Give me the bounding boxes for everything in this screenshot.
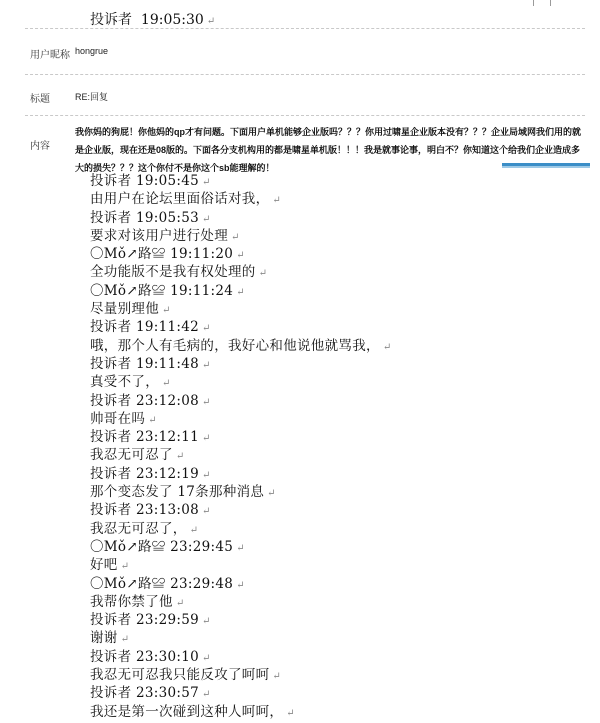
chat-line-text: 谢谢	[90, 630, 118, 647]
chat-line	[90, 282, 570, 300]
paragraph-mark-icon: ↵	[236, 579, 245, 591]
paragraph-mark-icon: ↵	[286, 707, 295, 719]
paragraph-mark-icon: ↵	[175, 597, 185, 609]
chat-line	[90, 648, 570, 666]
chat-line-text: 我忍无可忍我只能反攻了呵呵	[90, 667, 270, 684]
chat-line-text: 哦，那个人有毛病的，我好心和他说他就骂我，	[90, 337, 380, 354]
page-corner-mark-left-v	[533, 0, 534, 6]
message-time: 19:05:30	[140, 12, 204, 28]
content-label: 内容	[30, 141, 50, 152]
user-nickname-row	[25, 28, 585, 75]
chat-line	[90, 245, 570, 263]
sender-name: 投诉者	[90, 12, 132, 28]
chat-line	[90, 538, 570, 556]
paragraph-mark-icon: ↵	[202, 652, 211, 664]
chat-line-text: 由用户在论坛里面俗话对我，	[90, 191, 270, 208]
page-corner-mark-right-v	[550, 0, 551, 6]
paragraph-mark-icon: ↵	[120, 634, 130, 646]
chat-line	[90, 684, 570, 702]
paragraph-mark-icon: ↵	[231, 231, 240, 243]
paragraph-mark-icon: ↵	[258, 268, 268, 280]
chat-line-text: 〇Mǒ↗路≌ 23:29:48	[90, 575, 234, 592]
chat-line-text: 那个变态发了 17条那种消息	[90, 484, 265, 501]
paragraph-mark-icon: ↵	[206, 16, 216, 27]
chat-line	[90, 520, 570, 538]
chat-line-text: 帅哥在吗	[90, 410, 146, 427]
chat-line-text: 投诉者 23:12:08	[90, 392, 200, 409]
chat-line	[90, 666, 570, 684]
paragraph-mark-icon: ↵	[175, 451, 185, 463]
paragraph-mark-icon: ↵	[148, 414, 157, 426]
chat-line	[90, 373, 570, 391]
chat-line-text: 好吧	[90, 557, 118, 574]
paragraph-mark-icon: ↵	[202, 469, 211, 481]
paragraph-mark-icon: ↵	[202, 323, 211, 335]
paragraph-mark-icon: ↵	[202, 433, 211, 445]
paragraph-mark-icon: ↵	[202, 616, 211, 628]
chat-line-text: 要求对该用户进行处理	[90, 227, 228, 244]
complaint-record	[25, 28, 585, 171]
paragraph-mark-icon: ↵	[236, 250, 245, 262]
chat-line-text: 全功能版不是我有权处理的	[90, 264, 256, 281]
chat-line	[90, 483, 570, 501]
chat-line	[90, 629, 570, 647]
paragraph-mark-icon: ↵	[202, 177, 211, 188]
paragraph-mark-icon: ↵	[202, 689, 211, 701]
chat-line	[90, 209, 570, 227]
paragraph-mark-icon: ↵	[202, 506, 211, 518]
chat-line	[90, 392, 570, 410]
paragraph-mark-icon: ↵	[189, 524, 199, 536]
user-nickname-value: hongrue	[75, 46, 109, 56]
chat-line-text: 尽量别理他	[90, 301, 159, 318]
chat-line	[90, 355, 570, 373]
chat-line-text: 投诉者 23:12:19	[90, 465, 200, 482]
chat-line-text: 我帮你禁了他	[90, 593, 173, 610]
chat-line	[90, 501, 570, 519]
chat-line	[90, 172, 570, 190]
title-label: 标题	[30, 94, 50, 105]
chat-line	[90, 611, 570, 629]
chat-line-text: 投诉者 23:30:57	[90, 685, 200, 702]
paragraph-mark-icon: ↵	[272, 671, 282, 683]
chat-line-text: 我还是第一次碰到这种人呵呵，	[90, 703, 284, 720]
chat-line-text: 投诉者 19:11:42	[90, 319, 200, 336]
chat-line-text: 〇Mǒ↗路≌ 19:11:20	[90, 246, 234, 263]
user-nickname-label: 用户昵称	[30, 50, 70, 61]
chat-line-text: 真受不了，	[90, 374, 159, 391]
paragraph-mark-icon: ↵	[236, 542, 245, 554]
chat-line	[90, 593, 570, 611]
content-row	[25, 116, 585, 171]
chat-log	[90, 172, 570, 721]
title-value: RE:回复	[75, 92, 109, 102]
chat-line-text: 投诉者 23:13:08	[90, 502, 200, 519]
chat-line	[90, 263, 570, 281]
content-text: 我你妈的狗屁！你他妈的qp才有问题。下面用户单机能够企业版吗？？？你用过啸星企业版本没有？？？企业局域网我们用的就是企业版，现在还是08版的。下面各分支机构用的都是啸星单机版！！！我是就事论事，明白不？你知道这个给我们企业造成多大的损失？？？这个你付不是你这个sb能理解的！	[75, 127, 581, 173]
chat-line	[90, 318, 570, 336]
paragraph-mark-icon: ↵	[162, 305, 171, 317]
paragraph-mark-icon: ↵	[382, 341, 392, 353]
chat-line	[90, 703, 570, 721]
paragraph-mark-icon: ↵	[236, 286, 245, 298]
chat-line	[90, 410, 570, 428]
paragraph-mark-icon: ↵	[202, 359, 211, 371]
chat-line-text: 投诉者 23:29:59	[90, 612, 200, 629]
paragraph-mark-icon: ↵	[202, 396, 211, 408]
chat-line-text: 投诉者 19:11:48	[90, 355, 200, 372]
chat-line-text: 〇Mǒ↗路≌ 23:29:45	[90, 538, 234, 555]
chat-line	[90, 556, 570, 574]
paragraph-mark-icon: ↵	[267, 488, 276, 500]
selection-highlight-shadow	[502, 166, 590, 168]
chat-line-text: 我忍无可忍了	[90, 447, 173, 464]
title-row	[25, 75, 585, 116]
chat-line	[90, 575, 570, 593]
paragraph-mark-icon: ↵	[162, 378, 171, 390]
chat-line-text: 投诉者 23:12:11	[90, 429, 200, 446]
chat-line	[90, 446, 570, 464]
paragraph-mark-icon: ↵	[202, 213, 211, 225]
chat-line	[90, 300, 570, 318]
chat-line	[90, 465, 570, 483]
chat-line	[90, 337, 570, 355]
chat-line	[90, 227, 570, 245]
paragraph-mark-icon: ↵	[120, 561, 130, 573]
chat-line-text: 〇Mǒ↗路≌ 19:11:24	[90, 282, 234, 299]
chat-line	[90, 428, 570, 446]
chat-line-text: 投诉者 23:30:10	[90, 648, 200, 665]
paragraph-mark-icon: ↵	[272, 195, 282, 207]
chat-line-text: 我忍无可忍了，	[90, 520, 187, 537]
chat-line-text: 投诉者 19:05:45	[90, 173, 200, 189]
chat-line-text: 投诉者 19:05:53	[90, 209, 200, 226]
chat-line	[90, 190, 570, 208]
